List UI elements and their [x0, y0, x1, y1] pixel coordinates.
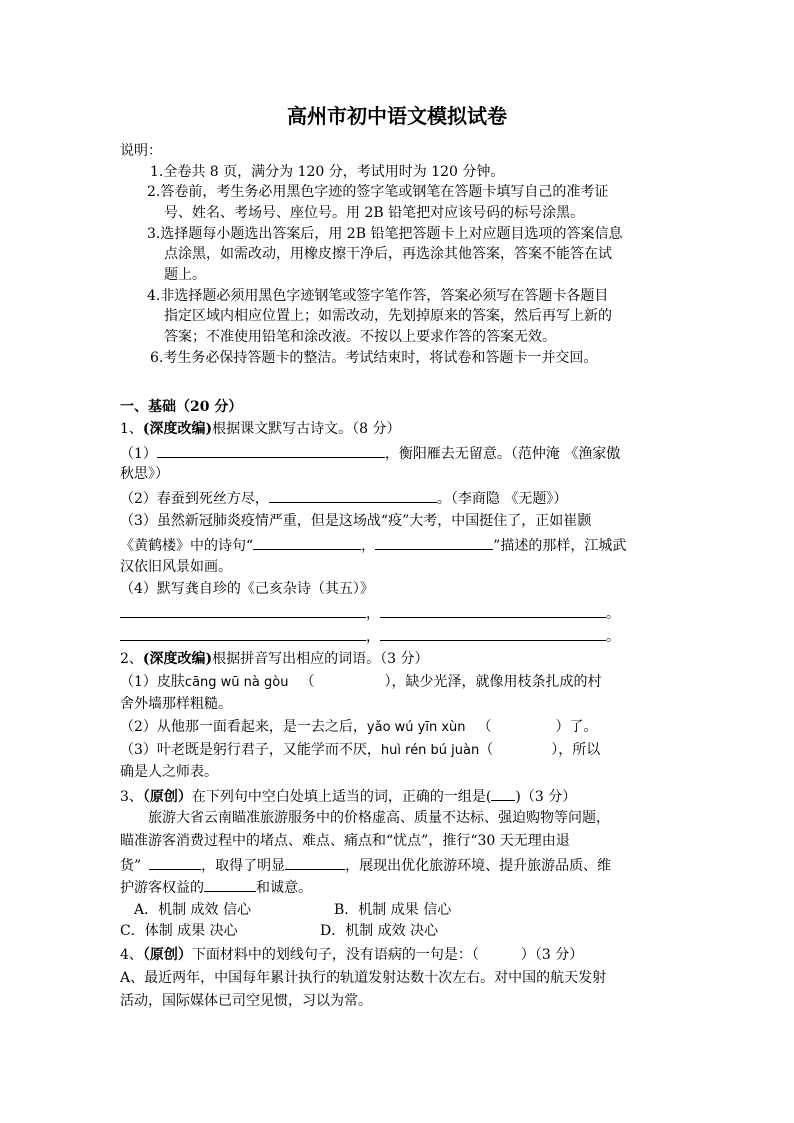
- answer-blank[interactable]: [285, 855, 345, 870]
- q3-passage-line-3: 货” ，取得了明显 ，展现出优化旅游环境、提升旅游品质、维: [120, 855, 611, 875]
- intro-item-4: 4.非选择题必须用黑色字迹钢笔或签字笔作答，答案必须写在答题卡各题目: [147, 288, 609, 304]
- pinyin: yǎo wú yīn xùn: [366, 720, 466, 735]
- q3-passage-line-2: 瞄准游客消费过程中的堵点、难点、痛点和“忧点”，推行“30 天无理由退: [120, 833, 570, 849]
- q1-part-3: （3）虽然新冠肺炎疫情严重，但是这场战“疫”大考，中国挺住了，正如崔颢: [120, 513, 592, 529]
- intro-item-4-cont: 指定区域内相应位置上；如需改动，先划掉原来的答案，然后再写上新的: [164, 308, 612, 324]
- intro-item-3: 3.选择题每小题选出答案后，用 2B 铅笔把答题卡上对应题目选项的答案信息: [147, 226, 623, 242]
- answer-blank[interactable]: [253, 535, 361, 550]
- question-4-header: 4、（原创）下面材料中的划线句子，没有语病的一句是：（ ）（3 分）: [120, 947, 584, 963]
- answer-blank[interactable]: [380, 626, 606, 641]
- q1-part-4: （4）默写龚自珍的《己亥杂诗（其五）》: [120, 581, 374, 597]
- answer-blank[interactable]: [204, 877, 256, 892]
- q1-poem-line-2: ， 。: [120, 626, 620, 646]
- q1-part-2: （2）春蚕到死丝方尽， 。（李商隐 《无题》）: [120, 488, 567, 508]
- intro-item-4-cont2: 答案；不准使用铅笔和涂改液。不按以上要求作答的答案无效。: [164, 329, 556, 345]
- q3-passage-line-4: 护游客权益的 和诚意。: [120, 877, 312, 897]
- intro-item-6: 6.考生务必保持答题卡的整洁。考试结束时，将试卷和答题卡一并交回。: [150, 350, 598, 366]
- q3-option-b[interactable]: B．机制 成果 信心: [334, 902, 452, 918]
- page-title: 高州市初中语文模拟试卷: [287, 104, 507, 128]
- q4-option-a-line-1: A、最近两年，中国每年累计执行的轨道发射达数十次左右。对中国的航天发射: [120, 970, 607, 986]
- section-heading: 一、基础（20 分）: [120, 399, 243, 415]
- question-3-header: 3、（原创）在下列句中空白处填上适当的词，正确的一组是( )（3 分）: [120, 786, 576, 806]
- answer-blank[interactable]: [120, 603, 366, 618]
- q1-part-1-cont: 秋思》）: [120, 466, 169, 482]
- answer-blank[interactable]: [269, 488, 437, 503]
- answer-blank[interactable]: [157, 443, 385, 458]
- q3-passage-line-1: 旅游大省云南瞄准旅游服务中的价格虚高、质量不达标、强迫购物等问题，: [148, 810, 610, 826]
- q1-part-1: （1） ，衡阳雁去无留意。（范仲淹 《渔家傲: [120, 443, 620, 463]
- intro-item-1: 1.全卷共 8 页，满分为 120 分，考试用时为 120 分钟。: [150, 164, 505, 180]
- q1-part-3-cont2: 汉依旧风景如画。: [120, 559, 232, 575]
- answer-blank[interactable]: [380, 603, 606, 618]
- answer-blank[interactable]: [149, 855, 201, 870]
- answer-blank[interactable]: [375, 535, 493, 550]
- intro-item-2-cont: 号、姓名、考场号、座位号。用 2B 铅笔把对应该号码的标号涂黑。: [164, 205, 585, 221]
- answer-blank[interactable]: [491, 786, 515, 801]
- pinyin: huì rén bú juàn: [380, 743, 480, 758]
- pinyin: cāng wū nà gòu: [184, 675, 289, 690]
- q2-part-1-cont: 舍外墙那样粗糙。: [120, 696, 232, 712]
- question-1-header: [120, 420, 401, 438]
- q2-part-1: （1）皮肤cāng wū nà gòu （ ），缺少光泽，就像用枝条扎成的村: [120, 674, 602, 690]
- intro-item-2: 2.答卷前，考生务必用黑色字迹的签字笔或钢笔在答题卡填写自己的准考证: [147, 184, 609, 200]
- q1-part-3-cont: 《黄鹤楼》中的诗句“ ， ”描述的那样，江城武: [120, 535, 626, 555]
- answer-blank[interactable]: [120, 626, 366, 641]
- intro-heading: 说明：: [120, 143, 162, 159]
- q2-part-3-cont: 确是人之师表。: [120, 764, 218, 780]
- question-text: 根据课文默写古诗文。（8 分）: [212, 421, 401, 437]
- intro-item-3-cont: 点涂黑，如需改动，用橡皮擦干净后，再选涂其他答案，答案不能答在试: [164, 246, 612, 262]
- q3-option-d[interactable]: D．机制 成效 决心: [320, 923, 439, 939]
- question-2-header: 2、(深度改编)根据拼音写出相应的词语。（3 分）: [120, 651, 429, 667]
- question-number: 1、: [120, 421, 143, 437]
- q1-poem-line-1: ， 。: [120, 603, 620, 623]
- q2-part-3: （3）叶老既是躬行君子，又能学而不厌，huì rén bú juàn（ ），所以: [120, 742, 601, 758]
- q3-option-a[interactable]: A．机制 成效 信心: [134, 902, 252, 918]
- intro-item-3-cont2: 题上。: [164, 267, 206, 283]
- q4-option-a-line-2: 活动，国际媒体已司空见惯，习以为常。: [120, 993, 372, 1009]
- q3-option-c[interactable]: C．体制 成果 决心: [120, 923, 238, 939]
- question-tag: (深度改编): [142, 421, 213, 437]
- q2-part-2: （2）从他那一面看起来，是一去之后，yǎo wú yīn xùn （ ）了。: [120, 719, 598, 735]
